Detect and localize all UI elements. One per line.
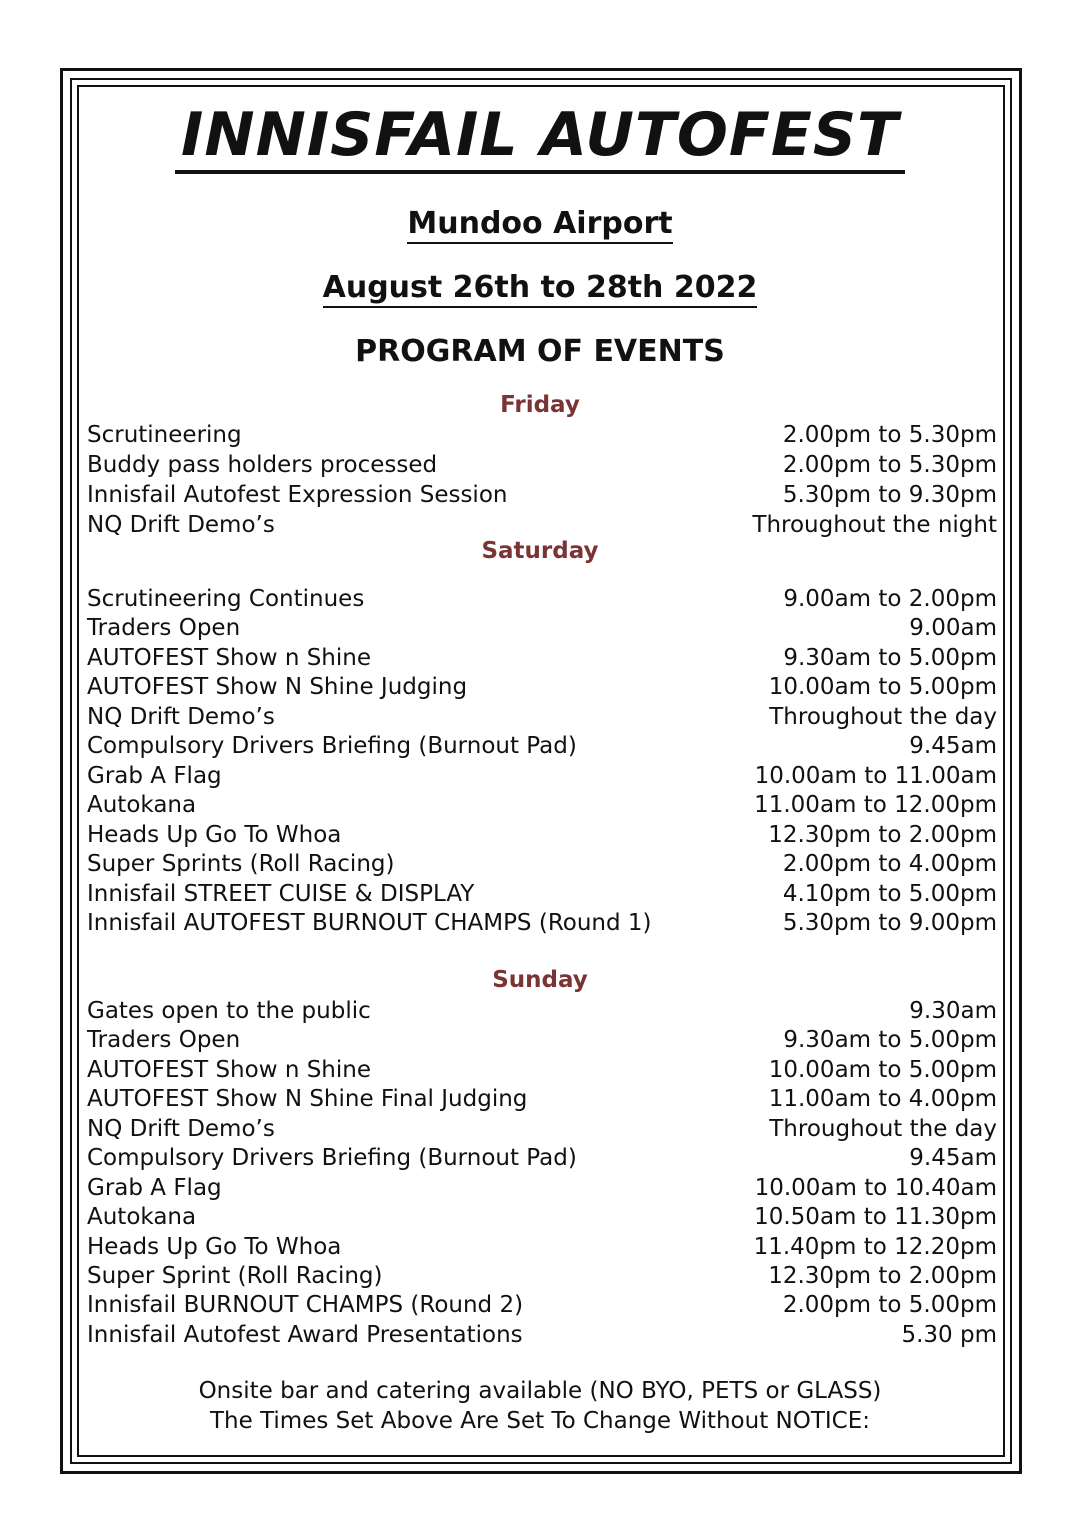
- schedule-row: [85, 1025, 997, 1055]
- schedule-row: [85, 849, 997, 879]
- event-time: 2.00pm to 5.30pm: [782, 422, 997, 448]
- schedule-row: [85, 1320, 997, 1350]
- day-heading-sunday: Sunday: [492, 967, 588, 993]
- schedule-row: [85, 1290, 997, 1320]
- event-name: Innisfail AUTOFEST BURNOUT CHAMPS (Round 1): [87, 910, 652, 936]
- event-time: 9.45am: [909, 733, 997, 759]
- event-name: AUTOFEST Show n Shine: [87, 645, 371, 671]
- schedule-row: [85, 731, 997, 761]
- footer-note-2: The Times Set Above Are Set To Change Without NOTICE:: [209, 1408, 871, 1434]
- event-name: Innisfail Autofest Award Presentations: [87, 1322, 523, 1348]
- event-name: Scrutineering: [87, 422, 242, 448]
- event-name: Heads Up Go To Whoa: [87, 822, 342, 848]
- footer-note-1: Onsite bar and catering available (NO BYO, PETS or GLASS): [198, 1378, 882, 1404]
- event-time: Throughout the day: [769, 1116, 997, 1142]
- event-time: 12.30pm to 2.00pm: [768, 822, 997, 848]
- schedule-row: [85, 790, 997, 820]
- event-time: 9.30am to 5.00pm: [783, 1027, 997, 1053]
- event-time: 9.45am: [909, 1145, 997, 1171]
- schedule-row: [85, 613, 997, 643]
- schedule-row: [85, 420, 997, 450]
- program-heading: PROGRAM OF EVENTS: [355, 334, 725, 369]
- schedule-row: [85, 1143, 997, 1173]
- schedule-row: [85, 879, 997, 909]
- event-time: 5.30pm to 9.00pm: [782, 910, 997, 936]
- event-time: 10.00am to 10.40am: [754, 1175, 997, 1201]
- schedule-row: [85, 996, 997, 1026]
- event-time: 11.40pm to 12.20pm: [753, 1234, 997, 1260]
- event-time: 9.30am to 5.00pm: [783, 645, 997, 671]
- event-time: 9.30am: [909, 998, 997, 1024]
- schedule-row: [85, 1232, 997, 1262]
- event-name: Innisfail BURNOUT CHAMPS (Round 2): [87, 1292, 524, 1318]
- event-time: 10.00am to 5.00pm: [768, 674, 997, 700]
- schedule-row: [85, 450, 997, 480]
- event-name: Traders Open: [87, 615, 241, 641]
- event-name: Super Sprints (Roll Racing): [87, 851, 395, 877]
- event-time: 9.00am to 2.00pm: [783, 586, 997, 612]
- event-name: Innisfail Autofest Expression Session: [87, 482, 508, 508]
- schedule-row: [85, 672, 997, 702]
- event-name: Compulsory Drivers Briefing (Burnout Pad): [87, 1145, 577, 1171]
- schedule-row: [85, 702, 997, 732]
- event-name: AUTOFEST Show N Shine Judging: [87, 674, 468, 700]
- event-time: 12.30pm to 2.00pm: [768, 1263, 997, 1289]
- venue: Mundoo Airport: [0, 206, 1080, 241]
- day-heading-friday: Friday: [500, 392, 580, 418]
- event-time: 5.30pm to 9.30pm: [782, 482, 997, 508]
- event-time: 11.00am to 12.00pm: [754, 792, 997, 818]
- event-name: Traders Open: [87, 1027, 241, 1053]
- event-name: AUTOFEST Show N Shine Final Judging: [87, 1086, 528, 1112]
- event-name: Scrutineering Continues: [87, 586, 365, 612]
- event-time: 10.50am to 11.30pm: [754, 1204, 997, 1230]
- schedule-row: [85, 1202, 997, 1232]
- event-time: 11.00am to 4.00pm: [768, 1086, 997, 1112]
- event-name: Heads Up Go To Whoa: [87, 1234, 342, 1260]
- event-name: Autokana: [87, 1204, 197, 1230]
- event-time: 2.00pm to 5.00pm: [782, 1292, 997, 1318]
- event-name: Autokana: [87, 792, 197, 818]
- event-name: Innisfail STREET CUISE & DISPLAY: [87, 881, 475, 907]
- event-time: 2.00pm to 5.30pm: [782, 452, 997, 478]
- event-name: Compulsory Drivers Briefing (Burnout Pad): [87, 733, 577, 759]
- day-heading-saturday: Saturday: [481, 538, 599, 564]
- event-time: 9.00am: [909, 615, 997, 641]
- event-dates: August 26th to 28th 2022: [0, 270, 1080, 305]
- event-name: NQ Drift Demo’s: [87, 1116, 275, 1142]
- event-name: NQ Drift Demo’s: [87, 512, 275, 538]
- schedule-row: [85, 1084, 997, 1114]
- schedule-row: [85, 820, 997, 850]
- event-time: 5.30 pm: [901, 1322, 997, 1348]
- event-time: 10.00am to 11.00am: [754, 763, 997, 789]
- schedule-row: [85, 584, 997, 614]
- event-time: 10.00am to 5.00pm: [768, 1057, 997, 1083]
- event-name: NQ Drift Demo’s: [87, 704, 275, 730]
- schedule-row: [85, 643, 997, 673]
- event-time: Throughout the night: [752, 512, 997, 538]
- event-time: 2.00pm to 4.00pm: [782, 851, 997, 877]
- schedule-row: [85, 1114, 997, 1144]
- event-name: Buddy pass holders processed: [87, 452, 438, 478]
- event-time: 4.10pm to 5.00pm: [782, 881, 997, 907]
- event-name: Super Sprint (Roll Racing): [87, 1263, 383, 1289]
- schedule-row: [85, 761, 997, 791]
- schedule-row: [85, 510, 997, 540]
- event-name: Gates open to the public: [87, 998, 371, 1024]
- event-name: Grab A Flag: [87, 763, 222, 789]
- schedule-row: [85, 1173, 997, 1203]
- poster-title: INNISFAIL AUTOFEST: [0, 100, 1080, 174]
- schedule-row: [85, 480, 997, 510]
- event-name: AUTOFEST Show n Shine: [87, 1057, 371, 1083]
- event-time: Throughout the day: [769, 704, 997, 730]
- event-name: Grab A Flag: [87, 1175, 222, 1201]
- schedule-row: [85, 908, 997, 938]
- schedule-row: [85, 1055, 997, 1085]
- schedule-row: [85, 1261, 997, 1291]
